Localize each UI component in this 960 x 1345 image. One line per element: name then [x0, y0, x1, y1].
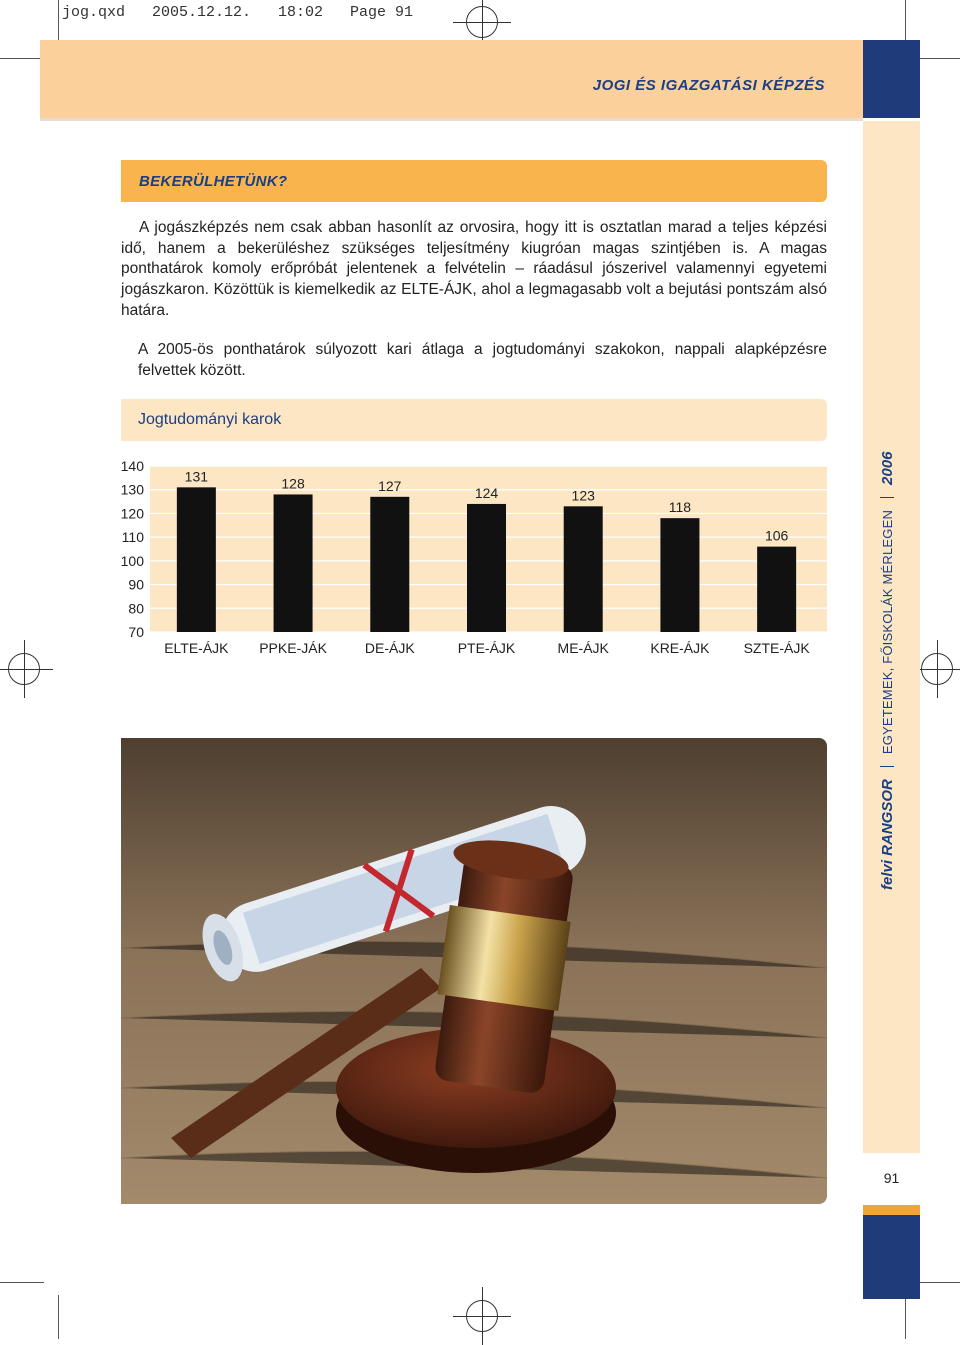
y-tick-label: 100 [120, 552, 144, 569]
page-number-box [863, 1153, 920, 1203]
crop-mark [905, 0, 906, 44]
registration-mark-icon [466, 6, 498, 38]
bar [177, 487, 216, 632]
sidebar-bottom-block [863, 1215, 920, 1299]
bar-chart [110, 450, 830, 665]
x-category-label: PPKE-JÁK [259, 640, 327, 656]
y-tick-label: 120 [120, 505, 144, 522]
body-paragraph: A jogászképzés nem csak abban hasonlít az orvosira, hogy itt is osztatlan marad a teljes képzési idő, hanem a bekerüléshez szükséges teljesítmény kiugróan magas szintjében is. A magas ponthatárok komoly erőpróbát jelentenek a felvételin – ráadásul jószerivel valamennyi egyetemi jogászkaron. Közöttük is kiemelkedik az ELTE-ÁJK, ahol a legmagasabb volt a bejutási pontszám alsó határa. [121, 219, 827, 319]
sidebar-separator [880, 766, 894, 767]
page-header-title: JOGI ÉS IGAZGATÁSI KÉPZÉS [592, 77, 825, 94]
y-tick-label: 110 [121, 529, 144, 546]
sidebar-top-block [863, 40, 920, 118]
data-label: 118 [668, 499, 692, 516]
y-tick-label: 90 [128, 576, 144, 593]
crop-mark [905, 1295, 906, 1339]
crop-mark [0, 58, 44, 59]
sidebar-year: 2006 [878, 451, 896, 485]
registration-mark-icon [466, 1300, 498, 1332]
chart-intro-paragraph: A 2005-ös ponthatárok súlyozott kari átlaga a jogtudományi szakokon, nappali alapképzésre felvettek között. [138, 341, 827, 379]
chart-title-bar [121, 399, 827, 441]
sidebar-accent-strip [863, 1205, 920, 1215]
bar [370, 497, 409, 632]
registration-mark-icon [8, 653, 40, 685]
sidebar-brand: felvi RANGSOR [878, 779, 896, 890]
crop-mark [0, 1282, 44, 1283]
data-label: 131 [184, 468, 209, 485]
crop-mark [916, 1282, 960, 1283]
bar [467, 504, 506, 632]
bar [757, 547, 796, 632]
crop-mark [58, 0, 59, 44]
crop-mark [58, 1295, 59, 1339]
y-tick-label: 80 [128, 600, 144, 617]
gavel-photo-icon [121, 738, 827, 1204]
y-tick-label: 130 [120, 481, 144, 498]
bar [274, 494, 313, 632]
x-category-label: DE-ÁJK [364, 640, 415, 656]
gavel-photo [121, 738, 827, 1204]
x-category-label: ME-ÁJK [557, 640, 609, 656]
x-category-label: SZTE-ÁJK [743, 640, 810, 656]
x-category-label: KRE-ÁJK [650, 640, 710, 656]
y-tick-label: 140 [120, 458, 144, 474]
section-title: BEKERÜLHETÜNK? [139, 173, 288, 190]
data-label: 106 [764, 527, 789, 544]
chart-title: Jogtudományi karok [138, 411, 282, 428]
x-category-label: PTE-ÁJK [457, 640, 516, 656]
x-category-label: ELTE-ÁJK [164, 640, 229, 656]
sidebar-vertical-text [876, 380, 896, 890]
data-label: 127 [378, 477, 402, 494]
bar [564, 506, 603, 632]
header-band [40, 40, 863, 118]
sidebar-separator [880, 497, 894, 498]
y-tick-label: 70 [128, 624, 144, 640]
bar [660, 518, 699, 632]
registration-mark-icon [921, 653, 953, 685]
sidebar-subtitle: EGYETEMEK, FŐISKOLÁK MÉRLEGEN [879, 509, 895, 755]
data-label: 128 [281, 475, 305, 492]
data-label: 124 [474, 484, 499, 501]
data-label: 123 [571, 487, 595, 504]
print-slug: jog.qxd 2005.12.12. 18:02 Page 91 [62, 4, 414, 21]
section-heading-bar [121, 160, 827, 202]
crop-mark [916, 58, 960, 59]
page-number: 91 [883, 1170, 900, 1186]
